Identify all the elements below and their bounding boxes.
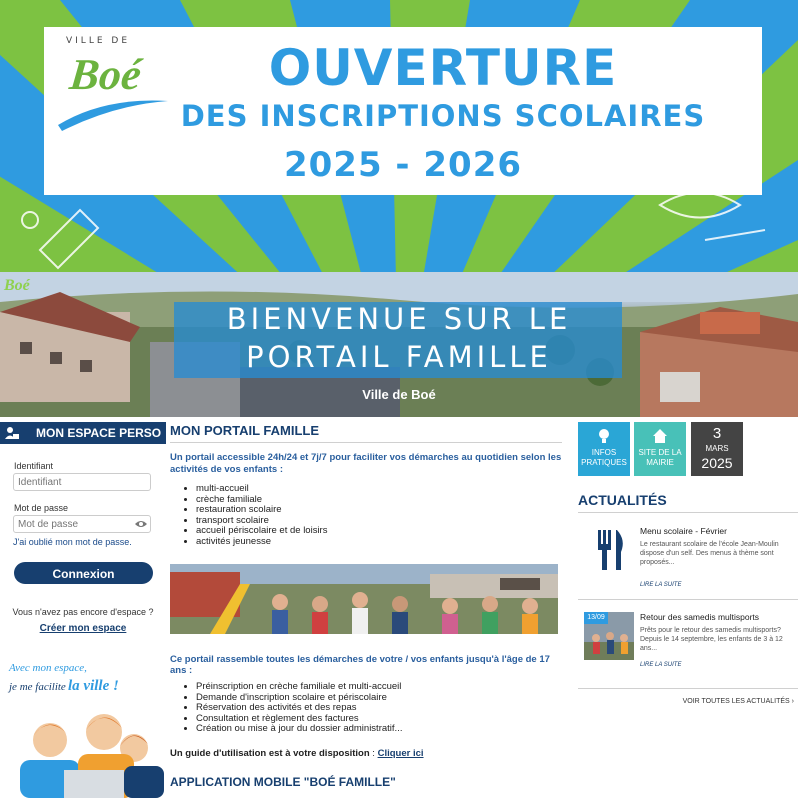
all-news-label: VOIR TOUTES LES ACTUALITÉS [682,698,790,705]
demarches-list [186,682,402,735]
list-item: • Demande d'inscription scolaire et périscolaire [196,693,402,704]
list-item: • Consultation et règlement des factures [196,714,402,725]
guide-label: Un guide d'utilisation est à votre disposition [170,748,370,759]
list-item: • activités jeunesse [196,537,327,548]
user-lock-icon [5,426,19,440]
read-more-link[interactable]: LIRE LA SUITE [640,662,682,668]
show-password-eye-icon[interactable] [135,518,147,530]
forgot-password-link[interactable]: J'ai oublié mon mot de passe. [13,537,132,547]
news-item-title: Menu scolaire - Février [640,526,727,536]
list-item: • accueil périscolaire et de loisirs [196,526,327,537]
list-item: • multi-accueil [196,484,327,495]
news-separator [578,599,798,600]
password-label: Mot de passe [14,503,69,513]
app-mobile-title: APPLICATION MOBILE "BOÉ FAMILLE" [170,775,396,789]
espace-perso-panel [0,422,166,798]
guide-link[interactable]: Cliquer ici [377,748,424,759]
site-mairie-tile[interactable] [634,422,686,476]
activities-list [186,484,327,547]
chevron-right-icon: › [791,698,794,705]
hero-subtitle: Ville de Boé [362,387,436,402]
portail-title: MON PORTAIL FAMILLE [170,423,320,438]
slogan-line3: la ville ! [68,678,119,694]
slogan-line1: Avec mon espace, [9,662,87,674]
banner-year: 2025 - 2026 [283,145,523,185]
news-title: ACTUALITÉS [578,492,667,508]
date-day: 3 [712,425,722,442]
infos-pratiques-label: INFOS PRATIQUES [581,448,627,467]
date-year: 2025 [701,455,733,471]
news-date-badge: 13/09 [584,612,608,624]
create-account-link[interactable]: Créer mon espace [39,623,127,634]
list-item: • Préinscription en crèche familiale et multi-accueil [196,682,402,693]
portail-intro: Un portail accessible 24h/24 et 7j/7 pour faciliter vos démarches au quotidien selon les activités de vos enfants : [170,452,562,475]
guide-separator: : [369,748,378,759]
kids-illustration [0,700,166,798]
news-divider [578,512,798,513]
logo-boe: Boé [67,50,144,99]
list-item: • Réservation des activités et des repas [196,703,402,714]
identifiant-input[interactable] [13,473,151,491]
hero-title-line2: PORTAIL FAMILLE [246,340,552,374]
title-divider [170,442,562,443]
activities-photo [170,564,558,634]
banner-title: OUVERTURE [268,39,618,97]
home-icon [653,428,667,444]
identifiant-label: Identifiant [14,461,54,471]
news-separator [578,688,798,689]
slogan-line2: je me facilite [9,681,66,693]
login-button[interactable]: Connexion [14,562,153,584]
date-tile [691,422,743,476]
list-item: • restauration scolaire [196,505,327,516]
site-mairie-label: SITE DE LA MAIRIE [638,448,682,467]
all-news-link[interactable] [578,698,794,705]
cutlery-icon [584,526,634,574]
no-account-text: Vous n'avez pas encore d'espace ? [12,607,154,617]
infos-pratiques-tile[interactable] [578,422,630,476]
hero-logo: Boé [4,277,30,294]
portail-intro-2: Ce portail rassemble toutes les démarches de votre / vos enfants jusqu'à l'âge de 17 ans : [170,654,550,676]
news-item-title: Retour des samedis multisports [640,612,760,622]
password-input[interactable] [13,515,151,533]
list-item: • Création ou mise à jour du dossier administratif... [196,724,402,735]
news-item-desc: Prêts pour le retour des samedis multisports? Depuis le 14 septembre, les enfants de 3 à 12 ans... [640,627,783,652]
portail-famille-section [170,422,570,798]
news-item-desc: Le restaurant scolaire de l'école Jean-Moulin dispose d'un self. Des menus à thème sont proposés... [640,541,779,566]
espace-perso-title: MON ESPACE PERSO [36,426,162,440]
banner-subtitle: DES INSCRIPTIONS SCOLAIRES [180,99,706,133]
list-item: • transport scolaire [196,516,327,527]
espace-perso-header [0,422,166,444]
right-sidebar [578,422,798,798]
guide-text [170,748,424,759]
registration-banner [0,0,798,272]
list-item: • crèche familiale [196,495,327,506]
logo-ville-de: VILLE DE [66,36,131,46]
date-month: MARS [705,444,729,453]
hero-banner [0,272,798,417]
banner-title-box [44,27,762,195]
lightbulb-icon [597,428,611,444]
hero-title-line1: BIENVENUE SUR LE [226,302,572,336]
read-more-link[interactable]: LIRE LA SUITE [640,582,682,588]
